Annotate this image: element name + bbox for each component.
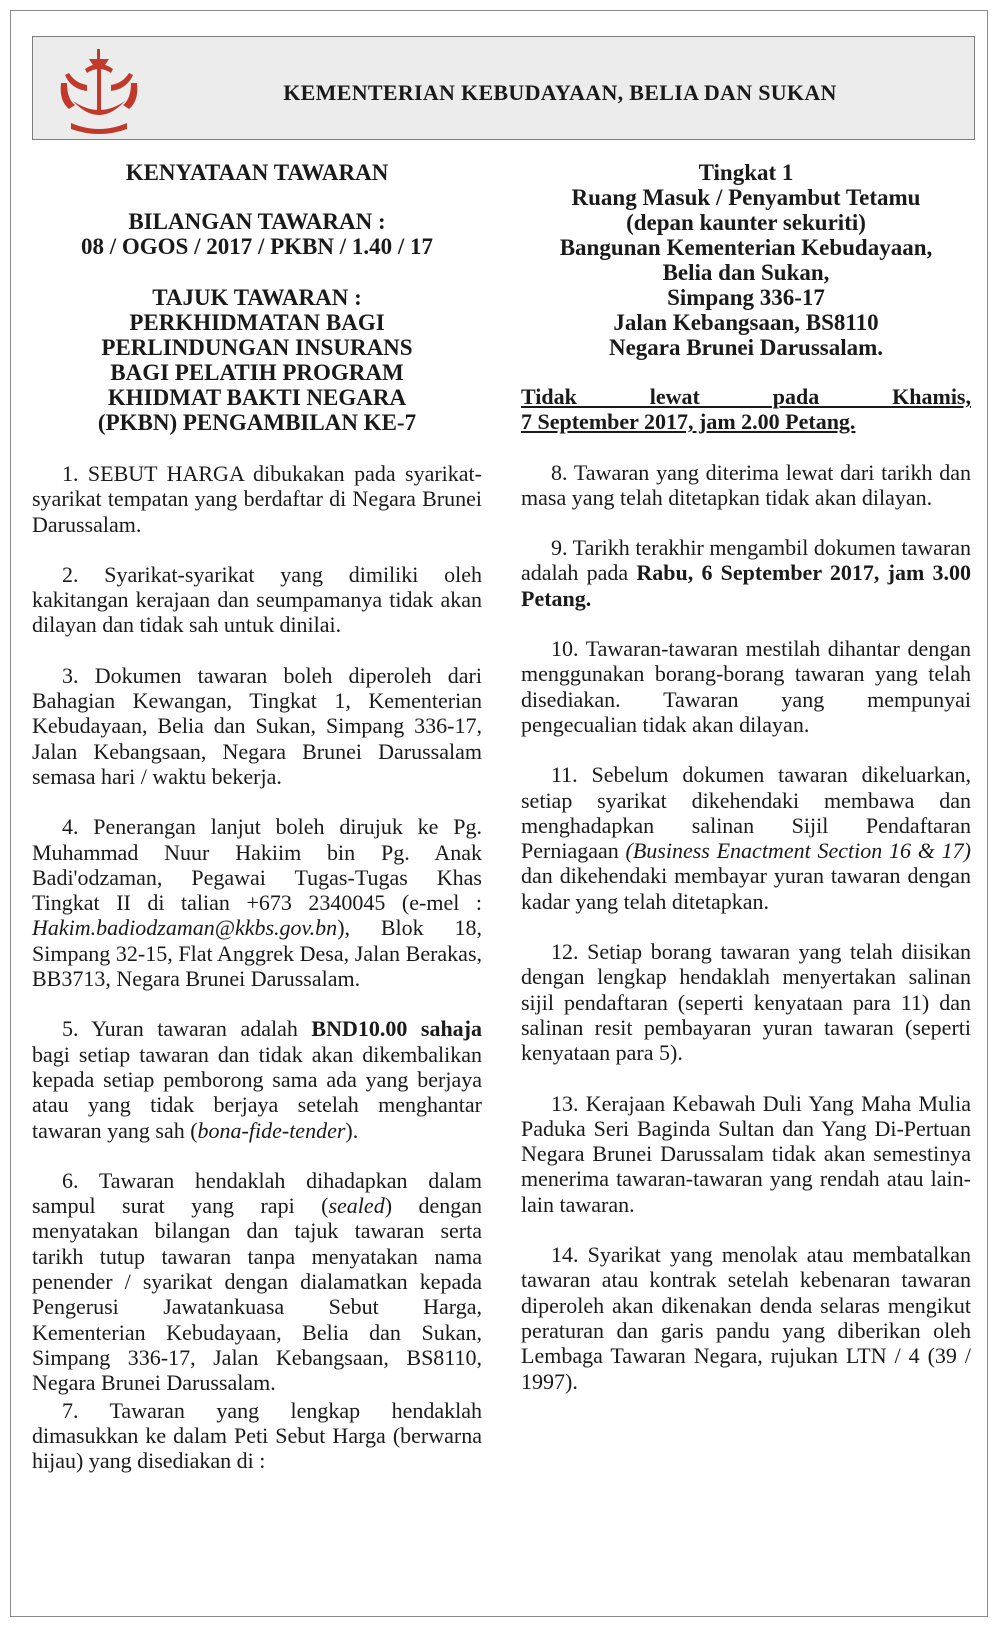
tender-number: 08 / OGOS / 2017 / PKBN / 1.40 / 17 — [80, 234, 434, 259]
address-line: Tingkat 1 — [698, 160, 794, 185]
address-line: Ruang Masuk / Penyambut Tetamu — [571, 185, 921, 210]
paragraph-10: 10. Tawaran-tawaran mestilah dihantar dengan menggunakan borang-borang tawaran yang telah disediakan. Tawaran yang mempunyai pengecualian tidak akan dilayan. — [521, 636, 971, 737]
address-line: Negara Brunei Darussalam. — [608, 335, 884, 360]
paragraph-9: 9. Tarikh terakhir mengambil dokumen tawaran adalah pada Rabu, 6 September 2017, jam 3.00 Petang. — [521, 535, 971, 611]
paragraph-12: 12. Setiap borang tawaran yang telah diisikan dengan lengkap hendaklah menyertakan salinan sijil pendaftaran (seperti kenyataan para 11) dan salinan resit pembayaran yuran tawaran (seperti kenyataan para 5). — [521, 939, 971, 1066]
deadline-line-2: 7 September 2017, jam 2.00 Petang. — [521, 409, 856, 435]
tender-subject-line: KHIDMAT BAKTI NEGARA — [107, 385, 407, 410]
left-column — [32, 160, 482, 1498]
paragraph-6: 6. Tawaran hendaklah dihadapkan dalam sampul surat yang rapi (sealed) dengan menyatakan bilangan dan tajuk tawaran serta tarikh tutup tawaran tanpa menyatakan nama penender / syarikat dengan dialamatkan kepada Pengerusi Jawatankuasa Sebut Harga, Kementerian Kebudayaan, Belia dan Sukan, Simpang 336-17, Jalan Kebangsaan, BS8110, Negara Brunei Darussalam. — [32, 1167, 483, 1396]
address-line: Simpang 336-17 — [667, 285, 825, 310]
contact-email[interactable]: Hakim.badiodzaman@kkbs.gov.bn — [32, 915, 338, 941]
tender-number-label: BILANGAN TAWARAN : — [128, 209, 386, 234]
paragraph-4: 4. Penerangan lanjut boleh dirujuk ke Pg. Muhammad Nuur Hakiim bin Pg. Anak Badi'odzaman, Pegawai Tugas-Tugas Khas Tingkat II di talian +673 2340045 (e-mel : Hakim.badiodzaman@kkbs.gov.bn), Blok 18, Simpang 32-15, Flat Anggrek Desa, Jalan Berakas, BB3713, Negara Brunei Darussalam. — [32, 814, 482, 992]
paragraph-13: 13. Kerajaan Kebawah Duli Yang Maha Mulia Paduka Seri Baginda Sultan dan Yang Di-Pertuan Negara Brunei Darussalam tidak akan semestinya menerima tawaran-tawaran yang rendah atau lain-lain tawaran. — [521, 1090, 971, 1217]
paragraph-3: 3. Dokumen tawaran boleh diperoleh dari Bahagian Kewangan, Tingkat 1, Kementerian Kebudayaan, Belia dan Sukan, Simpang 336-17, Jalan Kebangsaan, Negara Brunei Darussalam semasa hari / waktu bekerja. — [32, 662, 482, 789]
address-line: Bangunan Kementerian Kebudayaan, — [559, 235, 933, 260]
paragraph-5: 5. Yuran tawaran adalah BND10.00 sahaja bagi setiap tawaran dan tidak akan dikembalikan kepada setiap pemborong sama ada yang berjaya atau yang tidak berjaya setelah menghantar tawaran yang sah (bona-fide-tender). — [32, 1016, 483, 1143]
statement-title: KENYATAAN TAWARAN — [125, 160, 389, 185]
address-line: (depan kaunter sekuriti) — [626, 210, 866, 235]
tender-subject-line: PERLINDUNGAN INSURANS — [101, 335, 413, 360]
tender-subject-line: BAGI PELATIH PROGRAM — [110, 360, 404, 385]
tender-subject-label: TAJUK TAWARAN : — [152, 285, 362, 310]
paragraph-11: 11. Sebelum dokumen tawaran dikeluarkan, setiap syarikat dikehendaki membawa dan menghadapkan salinan Sijil Pendaftaran Perniagaan (Business Enactment Section 16 & 17) dan dikehendaki membayar yuran tawaran dengan kadar yang telah ditetapkan. — [521, 762, 971, 914]
brunei-crest-icon — [55, 45, 143, 137]
paragraph-2: 2. Syarikat-syarikat yang dimiliki oleh kakitangan kerajaan dan seumpamanya tidak akan dilayan dan tidak sah untuk dinilai. — [32, 561, 482, 638]
address-line: Belia dan Sukan, — [662, 260, 830, 285]
address-line: Jalan Kebangsaan, BS8110 — [613, 310, 879, 335]
tender-subject-line: (PKBN) PENGAMBILAN KE-7 — [97, 410, 417, 435]
paragraph-1: 1. SEBUT HARGA dibukakan pada syarikat-syarikat tempatan yang berdaftar di Negara Brunei Darussalam. — [32, 461, 482, 537]
ministry-title: KEMENTERIAN KEBUDAYAAN, BELIA DAN SUKAN — [283, 80, 837, 105]
paragraph-7: 7. Tawaran yang lengkap hendaklah dimasukkan ke dalam Peti Sebut Harga (berwarna hijau) yang disediakan di : — [32, 1397, 482, 1474]
right-column — [521, 160, 971, 1419]
paragraph-14: 14. Syarikat yang menolak atau membatalkan tawaran atau kontrak setelah kebenaran tawaran diperoleh akan dikenakan denda selaras mengikut peraturan dan garis pandu yang diberikan oleh Lembaga Tawaran Negara, rujukan LTN / 4 (39 / 1997). — [521, 1242, 971, 1394]
paragraph-8: 8. Tawaran yang diterima lewat dari tarikh dan masa yang telah ditetapkan tidak akan dilayan. — [521, 459, 971, 510]
deadline-line-1: Tidak lewat pada Khamis, — [521, 384, 971, 409]
tender-subject-line: PERKHIDMATAN BAGI — [129, 310, 385, 335]
